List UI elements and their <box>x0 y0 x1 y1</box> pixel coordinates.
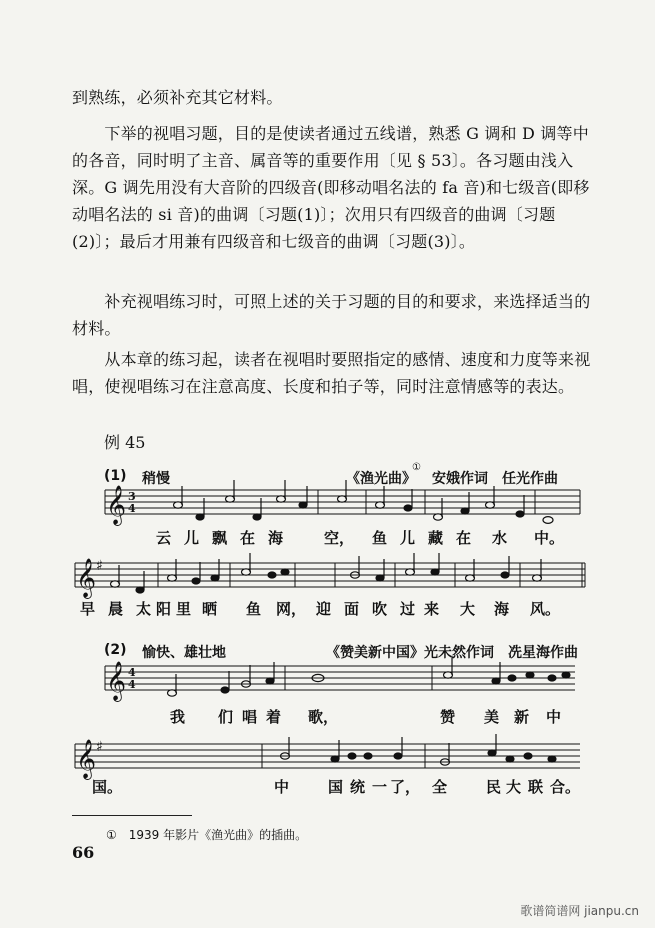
exercise-2-song: 《赞美新中国》 <box>326 645 424 661</box>
paragraph-1: 到熟练，必须补充其它材料。 <box>72 88 283 107</box>
svg-text:𝄞: 𝄞 <box>106 661 127 701</box>
exercise-2-number: (2) <box>104 642 127 658</box>
example-title: 例 45 <box>104 433 146 452</box>
svg-text:4: 4 <box>128 678 136 691</box>
svg-text:♯: ♯ <box>96 558 103 574</box>
footnote-rule <box>72 815 192 816</box>
paragraph-2: 下举的视唱习题，目的是使读者通过五线谱，熟悉 G 调和 D 调等中的各音，同时明了主音、属音等的重要作用〔见 § 53〕。各习题由浅入深。G 调先用没有大音阶的四级音(即移动唱名法的 fa 音)和七级音(即移动唱名法的 si 音)的曲调〔习题(1)〕；次用只有四级音的曲调〔习题(2)〕；最后才用兼有四级音和七级音的曲调〔习题(3)〕。 <box>72 124 590 251</box>
svg-text:♯: ♯ <box>96 739 103 755</box>
paragraph-3: 补充视唱练习时，可照上述的关于习题的目的和要求，来选择适当的材料。 <box>72 292 591 338</box>
svg-text:𝄞: 𝄞 <box>76 739 97 779</box>
exercise-2-tempo: 愉快、雄壮地 <box>142 645 226 661</box>
svg-text:3: 3 <box>128 490 136 503</box>
watermark: 歌谱简谱网 jianpu.cn <box>520 904 639 918</box>
svg-text:𝄞: 𝄞 <box>106 485 127 525</box>
svg-text:𝄞: 𝄞 <box>76 558 97 598</box>
exercise-1-tempo: 稍慢 <box>142 471 170 487</box>
footnote-mark: ① <box>412 462 421 473</box>
exercise-1-number: (1) <box>104 468 127 484</box>
exercise-2-credits: 光未然作词 冼星海作曲 <box>424 645 578 661</box>
svg-text:4: 4 <box>128 666 136 679</box>
svg-text:4: 4 <box>128 502 136 515</box>
exercise-1-song: 《渔光曲》 <box>346 471 416 487</box>
page-number: 66 <box>72 843 95 862</box>
paragraph-4: 从本章的练习起，读者在视唱时要照指定的感情、速度和力度等来视唱，使视唱练习在注意高度、长度和拍子等，同时注意情感等的表达。 <box>72 350 591 396</box>
exercise-1-credits: 安娥作词 任光作曲 <box>432 471 558 487</box>
footnote: ① 1939 年影片《渔光曲》的插曲。 <box>106 828 308 842</box>
